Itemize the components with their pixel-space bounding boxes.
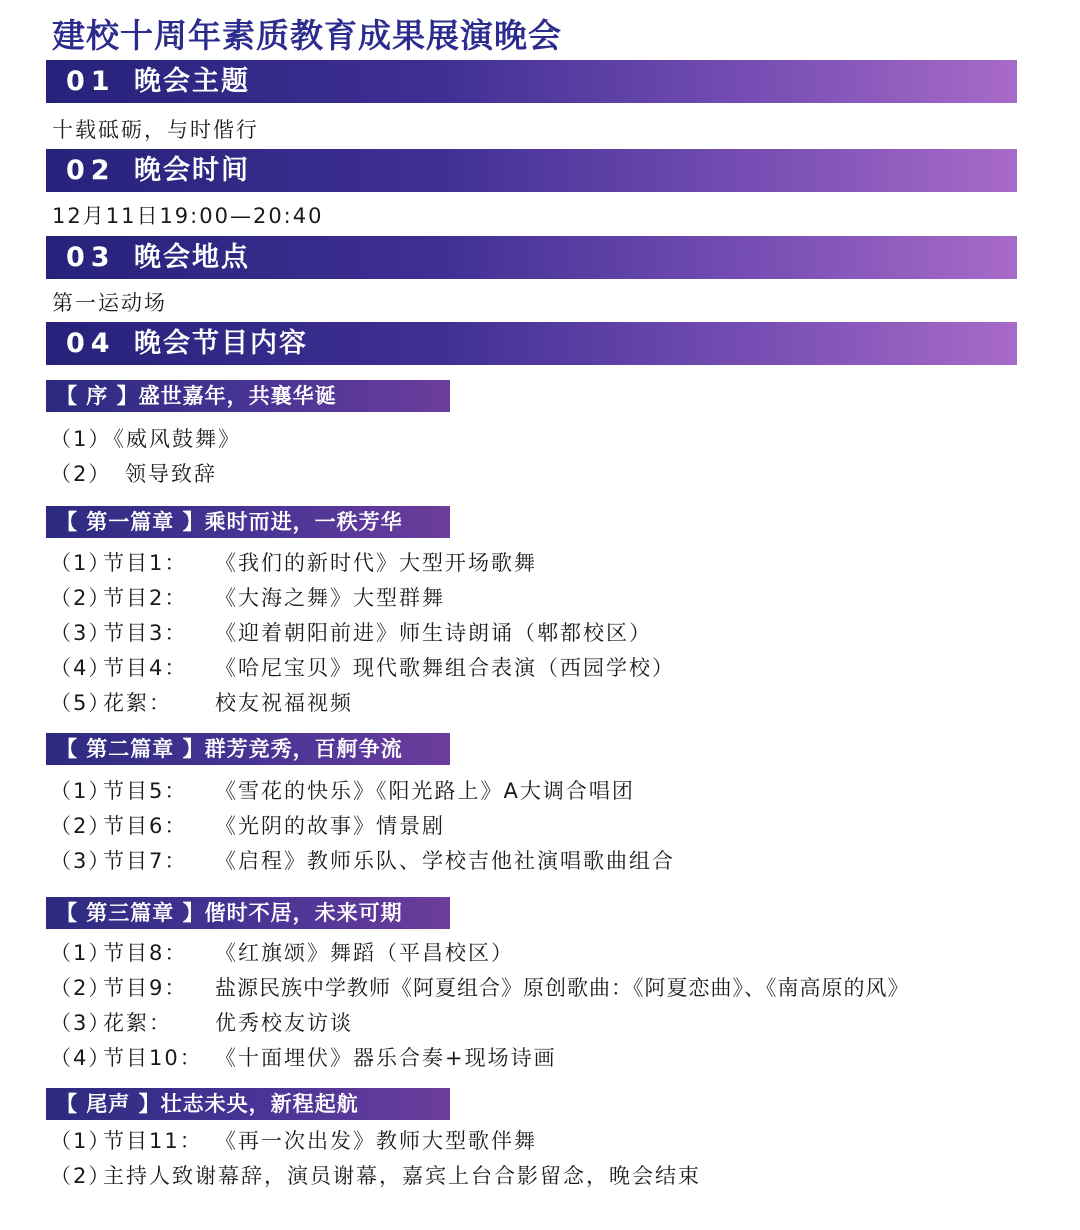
item-text: 《哈尼宝贝》现代歌舞组合表演（西园学校） <box>215 656 675 680</box>
section-label: 晚会时间 <box>134 155 250 186</box>
item-index: （5） <box>50 691 112 715</box>
item-label: 节目11： <box>103 1129 203 1153</box>
program-item <box>50 459 217 489</box>
item-label: 花絮： <box>103 1011 172 1035</box>
program-item <box>50 811 445 841</box>
item-label: 节目4： <box>103 656 188 680</box>
section-label: 晚会主题 <box>134 66 250 97</box>
item-label: 节目7： <box>103 849 188 873</box>
program-item <box>50 618 652 648</box>
section-number: 04 <box>66 328 116 359</box>
item-text: 《我们的新时代》大型开场歌舞 <box>215 551 537 575</box>
item-index: （2） <box>50 462 112 486</box>
item-index: （2） <box>50 586 112 610</box>
chapter-header-3: 【 第三篇章 】偕时不居，未来可期 <box>46 897 450 929</box>
item-index: （3） <box>50 849 112 873</box>
item-index: （1） <box>50 427 112 451</box>
item-index: （1） <box>50 941 112 965</box>
chapter-header-2: 【 第二篇章 】群芳竞秀，百舸争流 <box>46 733 450 765</box>
item-index: （1） <box>50 551 112 575</box>
item-text: 《再一次出发》教师大型歌伴舞 <box>215 1129 537 1153</box>
item-index: （2） <box>50 1164 112 1188</box>
section-header-theme <box>46 60 1017 103</box>
item-text: 《红旗颂》舞蹈（平昌校区） <box>215 941 514 965</box>
program-item <box>50 424 241 454</box>
section-header-time <box>46 149 1017 192</box>
section-value-time: 12月11日19:00—20:40 <box>52 204 324 228</box>
program-item <box>50 548 537 578</box>
program-item <box>50 1008 353 1038</box>
item-text: 《威风鼓舞》 <box>103 427 241 451</box>
item-text: 《雪花的快乐》《阳光路上》A大调合唱团 <box>215 779 635 803</box>
program-item <box>50 776 635 806</box>
program-item <box>50 583 445 613</box>
item-index: （1） <box>50 1129 112 1153</box>
chapter-header-epilogue: 【 尾声 】壮志未央，新程起航 <box>46 1088 450 1120</box>
item-text: 盐源民族中学教师《阿夏组合》原创歌曲：《阿夏恋曲》、《南高原的风》 <box>215 976 910 1000</box>
item-text: 校友祝福视频 <box>215 691 353 715</box>
program-item <box>50 846 675 876</box>
program-item <box>50 1126 537 1156</box>
item-label: 花絮： <box>103 691 172 715</box>
page-title: 建校十周年素质教育成果展演晚会 <box>52 16 562 55</box>
item-index: （3） <box>50 1011 112 1035</box>
section-label: 晚会地点 <box>134 242 250 273</box>
item-index: （3） <box>50 621 112 645</box>
chapter-header-prelude: 【 序 】盛世嘉年，共襄华诞 <box>46 380 450 412</box>
program-item <box>50 1161 701 1191</box>
section-header-venue <box>46 236 1017 279</box>
program-item <box>50 653 675 683</box>
item-text: 《迎着朝阳前进》师生诗朗诵（郫都校区） <box>215 621 652 645</box>
section-number: 03 <box>66 242 116 273</box>
item-index: （4） <box>50 656 112 680</box>
section-value-theme: 十载砥砺，与时偕行 <box>52 118 259 142</box>
item-label: 节目2： <box>103 586 188 610</box>
section-number: 01 <box>66 66 116 97</box>
item-text: 《启程》教师乐队、学校吉他社演唱歌曲组合 <box>215 849 675 873</box>
item-text: 主持人致谢幕辞，演员谢幕，嘉宾上台合影留念，晚会结束 <box>103 1164 701 1188</box>
program-item <box>50 1043 557 1073</box>
item-label: 节目9： <box>103 976 188 1000</box>
item-text: 《十面埋伏》器乐合奏+现场诗画 <box>215 1046 557 1070</box>
item-label: 节目8： <box>103 941 188 965</box>
section-value-venue: 第一运动场 <box>52 291 167 315</box>
program-item <box>50 973 910 1003</box>
item-label: 节目10： <box>103 1046 203 1070</box>
item-label: 节目6： <box>103 814 188 838</box>
item-label: 节目1： <box>103 551 188 575</box>
item-text: 领导致辞 <box>125 462 217 486</box>
item-text: 《大海之舞》大型群舞 <box>215 586 445 610</box>
section-number: 02 <box>66 155 116 186</box>
item-index: （4） <box>50 1046 112 1070</box>
item-index: （1） <box>50 779 112 803</box>
program-item <box>50 688 353 718</box>
item-text: 优秀校友访谈 <box>215 1011 353 1035</box>
item-index: （2） <box>50 976 112 1000</box>
item-label: 节目5： <box>103 779 188 803</box>
section-label: 晚会节目内容 <box>134 328 308 359</box>
item-label: 节目3： <box>103 621 188 645</box>
program-item <box>50 938 514 968</box>
section-header-program <box>46 322 1017 365</box>
item-text: 《光阴的故事》情景剧 <box>215 814 445 838</box>
chapter-header-1: 【 第一篇章 】乘时而进，一秩芳华 <box>46 506 450 538</box>
item-index: （2） <box>50 814 112 838</box>
